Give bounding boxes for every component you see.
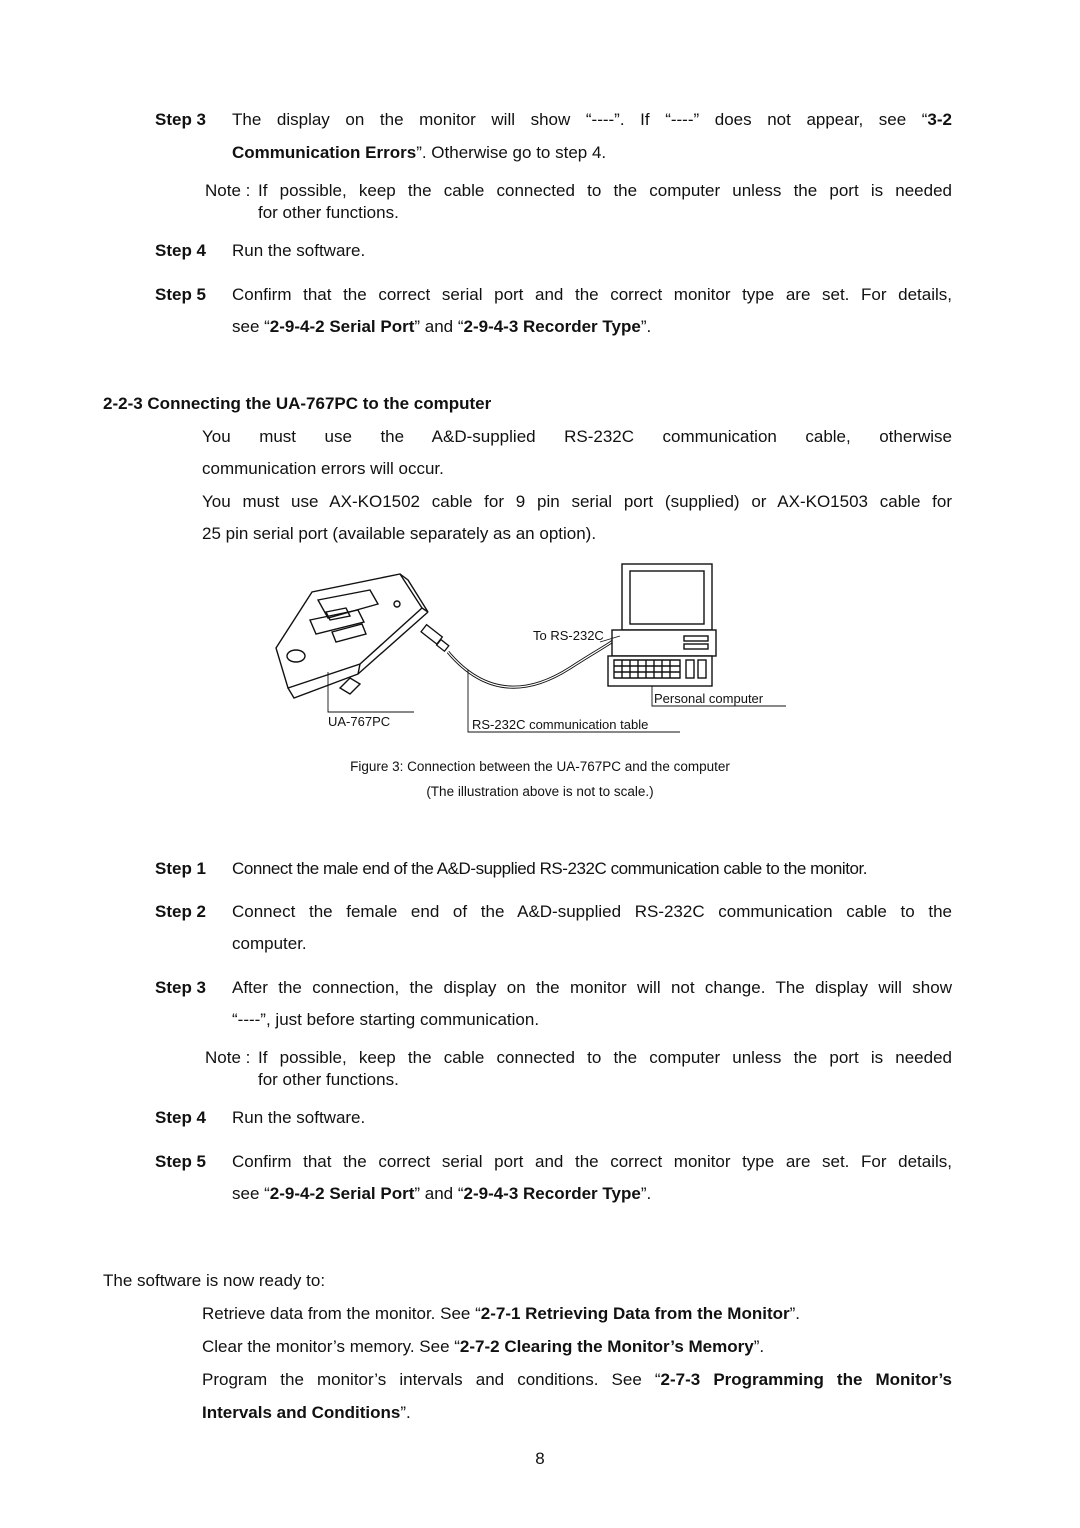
step-text: Run the software. — [232, 241, 366, 260]
cable-drawing — [448, 636, 615, 687]
step-text: After the connection, the display on the monitor will not change. The display will show — [232, 978, 952, 997]
paragraph: communication errors will occur. — [202, 459, 444, 478]
section-heading: 2-2-3 Connecting the UA-767PC to the computer — [103, 394, 492, 413]
ready-item: Retrieve data from the monitor. See “2-7-1 Retrieving Data from the Monitor”. — [202, 1304, 801, 1323]
step-text: Connect the female end of the A&D-supplied RS-232C communication cable to the — [232, 902, 952, 921]
label-cable: RS-232C communication table — [472, 717, 649, 732]
step-text: Connect the male end of the A&D-supplied RS-232C communication cable to the monitor. — [232, 859, 868, 878]
step-label: Step 2 — [155, 902, 207, 921]
note-label: Note : — [205, 181, 251, 200]
note-text: for other functions. — [258, 1070, 399, 1089]
step-label: Step 3 — [155, 978, 207, 997]
note-text: for other functions. — [258, 203, 399, 222]
step-label: Step 4 — [155, 1108, 207, 1127]
figure-caption-note: (The illustration above is not to scale.) — [426, 784, 654, 799]
step-label: Step 4 — [155, 241, 207, 260]
page-number: 8 — [535, 1449, 545, 1468]
paragraph: You must use AX-KO1502 cable for 9 pin serial port (supplied) or AX-KO1503 cable for — [202, 492, 952, 511]
connector-drawing — [421, 625, 449, 652]
figure-caption: Figure 3: Connection between the UA-767PC and the computer — [350, 759, 730, 774]
note-label: Note : — [205, 1048, 251, 1067]
paragraph: 25 pin serial port (available separately as an option). — [202, 524, 597, 543]
step-text: Confirm that the correct serial port and the correct monitor type are set. For details, — [232, 1152, 952, 1171]
note-text: If possible, keep the cable connected to the computer unless the port is needed — [258, 181, 952, 200]
step-text: see “2-9-4-2 Serial Port” and “2-9-4-3 Recorder Type”. — [232, 317, 652, 336]
step-label: Step 3 — [155, 110, 207, 129]
step-text: Run the software. — [232, 1108, 366, 1127]
step-text: Communication Errors”. Otherwise go to step 4. — [232, 143, 607, 162]
step-label: Step 5 — [155, 1152, 207, 1171]
label-rs232c: To RS-232C — [533, 628, 604, 643]
ready-item: Clear the monitor’s memory. See “2-7-2 Clearing the Monitor’s Memory”. — [202, 1337, 765, 1356]
ready-item: Program the monitor’s intervals and conditions. See “2-7-3 Programming the Monitor’s — [202, 1370, 952, 1389]
ready-intro: The software is now ready to: — [103, 1271, 326, 1290]
step-text: see “2-9-4-2 Serial Port” and “2-9-4-3 Recorder Type”. — [232, 1184, 652, 1203]
step-text: Confirm that the correct serial port and the correct monitor type are set. For details, — [232, 285, 952, 304]
connection-illustration — [270, 560, 790, 740]
computer-drawing — [608, 564, 716, 686]
paragraph: You must use the A&D-supplied RS-232C communication cable, otherwise — [202, 427, 952, 446]
step-text: The display on the monitor will show “----”. If “----” does not appear, see “3-2 — [232, 110, 952, 129]
note-text: If possible, keep the cable connected to the computer unless the port is needed — [258, 1048, 952, 1067]
step-label: Step 5 — [155, 285, 207, 304]
ready-item: Intervals and Conditions”. — [202, 1403, 411, 1422]
step-text: “----”, just before starting communication. — [232, 1010, 540, 1029]
step-text: computer. — [232, 934, 307, 953]
label-personal-computer: Personal computer — [654, 691, 764, 706]
step-label: Step 1 — [155, 859, 207, 878]
label-ua-767pc: UA-767PC — [328, 714, 391, 729]
monitor-device-drawing — [276, 574, 428, 698]
